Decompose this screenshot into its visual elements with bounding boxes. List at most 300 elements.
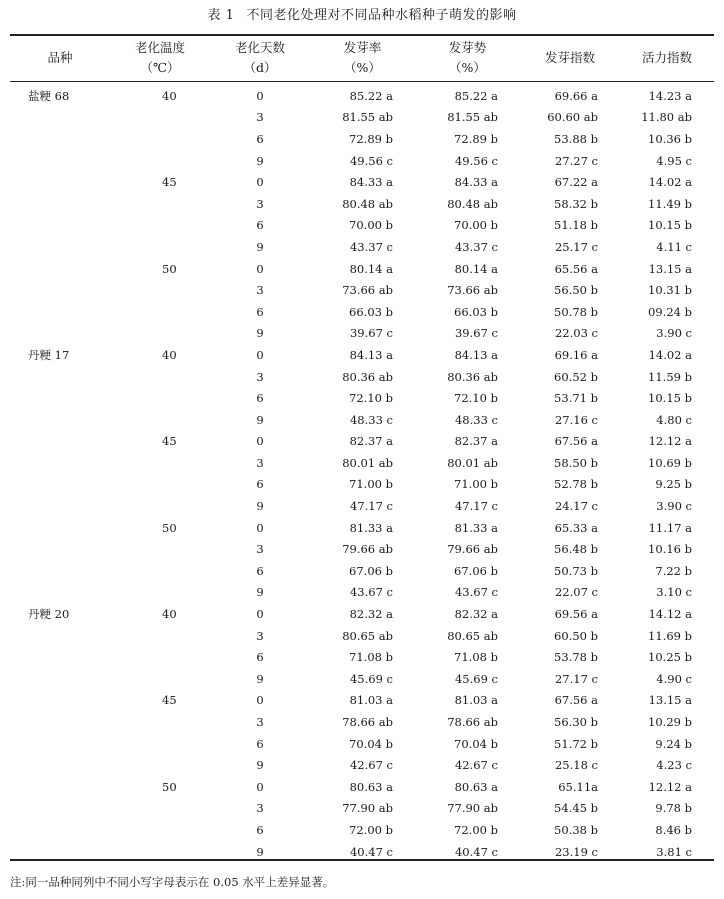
table-row bbox=[10, 495, 714, 517]
cell-aging-days: 6 bbox=[256, 131, 264, 146]
cell-variety bbox=[10, 409, 110, 431]
cell-germination-index: 50.38 b bbox=[554, 822, 598, 837]
cell-variety bbox=[10, 452, 110, 474]
cell-variety bbox=[10, 258, 110, 280]
table-row bbox=[10, 258, 714, 280]
cell-germination-rate: 81.33 a bbox=[349, 520, 393, 535]
cell-germination-index: 58.50 b bbox=[554, 455, 598, 470]
cell-vigor-index: 11.49 b bbox=[648, 196, 692, 211]
table-row bbox=[10, 236, 714, 258]
cell-variety bbox=[10, 733, 110, 755]
cell-variety bbox=[10, 495, 110, 517]
data-table bbox=[10, 35, 714, 862]
cell-vigor-index: 4.95 c bbox=[656, 153, 692, 168]
cell-germination-energy: 43.37 c bbox=[454, 239, 498, 254]
cell-vigor-index: 8.46 b bbox=[655, 822, 692, 837]
cell-germination-index: 24.17 c bbox=[554, 499, 598, 514]
cell-germination-rate: 43.37 c bbox=[349, 239, 393, 254]
cell-germination-index: 53.88 b bbox=[554, 131, 598, 146]
cell-germination-rate: 85.22 a bbox=[349, 88, 393, 103]
cell-vigor-index: 4.23 c bbox=[656, 758, 692, 773]
cell-germination-index: 69.16 a bbox=[554, 347, 598, 362]
cell-aging-temp bbox=[110, 668, 210, 690]
cell-germination-index: 51.72 b bbox=[554, 736, 598, 751]
cell-aging-temp: 50 bbox=[162, 520, 177, 535]
cell-germination-rate: 71.00 b bbox=[349, 477, 393, 492]
cell-germination-energy: 70.00 b bbox=[454, 218, 498, 233]
cell-aging-days: 6 bbox=[256, 563, 264, 578]
cell-vigor-index: 13.15 a bbox=[648, 693, 692, 708]
col-header-germination-rate: 发芽率 （%） bbox=[343, 40, 382, 75]
cell-aging-temp: 50 bbox=[162, 779, 177, 794]
cell-vigor-index: 14.23 a bbox=[648, 88, 692, 103]
cell-germination-energy: 73.66 ab bbox=[447, 283, 498, 298]
cell-vigor-index: 3.90 c bbox=[656, 499, 692, 514]
cell-aging-temp bbox=[110, 560, 210, 582]
cell-variety bbox=[10, 323, 110, 345]
table-caption bbox=[0, 4, 724, 23]
cell-germination-index: 65.56 a bbox=[554, 261, 598, 276]
cell-germination-index: 67.22 a bbox=[554, 175, 598, 190]
cell-germination-rate: 49.56 c bbox=[349, 153, 393, 168]
cell-aging-temp bbox=[110, 582, 210, 604]
table-header bbox=[10, 35, 714, 81]
table-row bbox=[10, 776, 714, 798]
table-row bbox=[10, 387, 714, 409]
table-row bbox=[10, 690, 714, 712]
cell-variety bbox=[10, 387, 110, 409]
cell-vigor-index: 10.15 b bbox=[648, 218, 692, 233]
cell-germination-rate: 73.66 ab bbox=[342, 283, 393, 298]
cell-germination-energy: 72.00 b bbox=[454, 822, 498, 837]
col-header-variety: 品种 bbox=[47, 50, 73, 65]
cell-aging-temp bbox=[110, 474, 210, 496]
cell-aging-temp: 45 bbox=[162, 175, 177, 190]
cell-aging-temp: 40 bbox=[162, 347, 177, 362]
cell-aging-days: 0 bbox=[256, 693, 264, 708]
cell-vigor-index: 14.02 a bbox=[648, 347, 692, 362]
cell-germination-rate: 39.67 c bbox=[349, 326, 393, 341]
cell-vigor-index: 13.15 a bbox=[648, 261, 692, 276]
cell-germination-index: 65.33 a bbox=[554, 520, 598, 535]
cell-variety: 丹粳 17 bbox=[28, 347, 70, 362]
cell-germination-energy: 40.47 c bbox=[454, 844, 498, 859]
table-row bbox=[10, 733, 714, 755]
cell-aging-temp bbox=[110, 236, 210, 258]
cell-germination-rate: 45.69 c bbox=[349, 671, 393, 686]
cell-aging-days: 0 bbox=[256, 261, 264, 276]
cell-variety bbox=[10, 776, 110, 798]
table-row bbox=[10, 754, 714, 776]
table-row bbox=[10, 625, 714, 647]
cell-vigor-index: 09.24 b bbox=[648, 304, 692, 319]
cell-aging-days: 0 bbox=[256, 779, 264, 794]
cell-aging-temp bbox=[110, 538, 210, 560]
table-row bbox=[10, 344, 714, 366]
cell-vigor-index: 12.12 a bbox=[648, 434, 692, 449]
cell-germination-energy: 81.33 a bbox=[454, 520, 498, 535]
cell-germination-index: 27.17 c bbox=[554, 671, 598, 686]
cell-germination-rate: 80.48 ab bbox=[342, 196, 393, 211]
cell-germination-rate: 48.33 c bbox=[349, 412, 393, 427]
table-body bbox=[10, 81, 714, 862]
cell-aging-days: 3 bbox=[256, 283, 264, 298]
cell-germination-energy: 48.33 c bbox=[454, 412, 498, 427]
table-title: 不同老化处理对不同品种水稻种子萌发的影响 bbox=[246, 8, 517, 23]
col-header-germination-index: 发芽指数 bbox=[544, 50, 595, 65]
cell-vigor-index: 10.15 b bbox=[648, 391, 692, 406]
cell-germination-rate: 78.66 ab bbox=[342, 715, 393, 730]
cell-aging-temp bbox=[110, 107, 210, 129]
cell-germination-energy: 72.10 b bbox=[454, 391, 498, 406]
cell-germination-energy: 79.66 ab bbox=[447, 542, 498, 557]
cell-aging-days: 9 bbox=[256, 844, 264, 859]
table-row bbox=[10, 193, 714, 215]
cell-aging-temp bbox=[110, 646, 210, 668]
cell-germination-index: 69.66 a bbox=[554, 88, 598, 103]
cell-aging-days: 9 bbox=[256, 239, 264, 254]
cell-aging-days: 9 bbox=[256, 499, 264, 514]
table-row bbox=[10, 560, 714, 582]
cell-aging-temp bbox=[110, 150, 210, 172]
cell-vigor-index: 4.90 c bbox=[656, 671, 692, 686]
cell-vigor-index: 9.25 b bbox=[655, 477, 692, 492]
table-number: 表 1 bbox=[207, 8, 235, 23]
col-header-aging-temp: 老化温度 （℃） bbox=[134, 40, 185, 75]
cell-variety bbox=[10, 171, 110, 193]
table-row bbox=[10, 582, 714, 604]
table-row bbox=[10, 150, 714, 172]
cell-germination-energy: 80.48 ab bbox=[447, 196, 498, 211]
cell-aging-days: 0 bbox=[256, 607, 264, 622]
cell-germination-energy: 71.08 b bbox=[454, 650, 498, 665]
cell-aging-days: 9 bbox=[256, 671, 264, 686]
cell-variety bbox=[10, 128, 110, 150]
cell-aging-temp bbox=[110, 452, 210, 474]
cell-aging-days: 0 bbox=[256, 347, 264, 362]
cell-aging-days: 3 bbox=[256, 196, 264, 211]
cell-aging-days: 3 bbox=[256, 715, 264, 730]
cell-vigor-index: 14.02 a bbox=[648, 175, 692, 190]
cell-vigor-index: 3.10 c bbox=[656, 585, 692, 600]
cell-germination-index: 67.56 a bbox=[554, 693, 598, 708]
cell-vigor-index: 7.22 b bbox=[655, 563, 692, 578]
cell-aging-temp bbox=[110, 841, 210, 863]
cell-aging-days: 6 bbox=[256, 650, 264, 665]
header-row bbox=[10, 35, 714, 81]
cell-germination-energy: 80.36 ab bbox=[447, 369, 498, 384]
cell-aging-temp bbox=[110, 495, 210, 517]
cell-germination-index: 50.78 b bbox=[554, 304, 598, 319]
cell-germination-energy: 81.03 a bbox=[454, 693, 498, 708]
cell-aging-temp bbox=[110, 128, 210, 150]
cell-vigor-index: 9.24 b bbox=[655, 736, 692, 751]
cell-germination-index: 23.19 c bbox=[554, 844, 598, 859]
cell-germination-index: 22.03 c bbox=[554, 326, 598, 341]
cell-aging-days: 3 bbox=[256, 369, 264, 384]
col-header-aging-days: 老化天数 （d） bbox=[234, 40, 285, 75]
cell-germination-index: 53.71 b bbox=[554, 391, 598, 406]
cell-germination-index: 25.17 c bbox=[554, 239, 598, 254]
cell-germination-rate: 84.13 a bbox=[349, 347, 393, 362]
cell-aging-temp: 40 bbox=[162, 607, 177, 622]
table-row bbox=[10, 474, 714, 496]
cell-vigor-index: 10.29 b bbox=[648, 715, 692, 730]
cell-germination-index: 58.32 b bbox=[554, 196, 598, 211]
cell-variety bbox=[10, 431, 110, 453]
col-header-vigor-index: 活力指数 bbox=[641, 50, 692, 65]
cell-aging-days: 9 bbox=[256, 758, 264, 773]
cell-germination-index: 60.60 ab bbox=[547, 110, 598, 125]
cell-germination-energy: 80.65 ab bbox=[447, 628, 498, 643]
cell-vigor-index: 10.31 b bbox=[648, 283, 692, 298]
cell-variety bbox=[10, 236, 110, 258]
cell-germination-rate: 81.55 ab bbox=[342, 110, 393, 125]
cell-germination-index: 56.48 b bbox=[554, 542, 598, 557]
cell-germination-index: 56.50 b bbox=[554, 283, 598, 298]
cell-variety bbox=[10, 193, 110, 215]
cell-germination-energy: 70.04 b bbox=[454, 736, 498, 751]
table-row bbox=[10, 711, 714, 733]
cell-germination-energy: 77.90 ab bbox=[447, 801, 498, 816]
cell-aging-temp bbox=[110, 711, 210, 733]
cell-aging-days: 6 bbox=[256, 736, 264, 751]
cell-germination-energy: 78.66 ab bbox=[447, 715, 498, 730]
cell-variety bbox=[10, 150, 110, 172]
cell-germination-rate: 43.67 c bbox=[349, 585, 393, 600]
cell-germination-rate: 82.32 a bbox=[349, 607, 393, 622]
cell-germination-energy: 84.13 a bbox=[454, 347, 498, 362]
cell-vigor-index: 10.36 b bbox=[648, 131, 692, 146]
cell-aging-days: 6 bbox=[256, 391, 264, 406]
cell-germination-energy: 47.17 c bbox=[454, 499, 498, 514]
cell-vigor-index: 3.81 c bbox=[656, 844, 692, 859]
table-row bbox=[10, 107, 714, 129]
cell-variety bbox=[10, 819, 110, 841]
cell-variety bbox=[10, 107, 110, 129]
cell-aging-days: 6 bbox=[256, 822, 264, 837]
cell-variety: 丹粳 20 bbox=[28, 607, 70, 622]
cell-germination-index: 51.18 b bbox=[554, 218, 598, 233]
cell-germination-rate: 80.14 a bbox=[349, 261, 393, 276]
cell-aging-days: 0 bbox=[256, 88, 264, 103]
cell-aging-temp bbox=[110, 409, 210, 431]
cell-germination-energy: 85.22 a bbox=[454, 88, 498, 103]
cell-variety bbox=[10, 517, 110, 539]
cell-variety bbox=[10, 366, 110, 388]
cell-germination-energy: 49.56 c bbox=[454, 153, 498, 168]
cell-germination-rate: 42.67 c bbox=[349, 758, 393, 773]
cell-variety bbox=[10, 582, 110, 604]
cell-vigor-index: 14.12 a bbox=[648, 607, 692, 622]
cell-germination-energy: 82.37 a bbox=[454, 434, 498, 449]
cell-germination-rate: 80.63 a bbox=[349, 779, 393, 794]
cell-aging-days: 3 bbox=[256, 455, 264, 470]
table-row bbox=[10, 171, 714, 193]
cell-variety bbox=[10, 301, 110, 323]
cell-aging-temp bbox=[110, 625, 210, 647]
cell-germination-rate: 47.17 c bbox=[349, 499, 393, 514]
cell-germination-energy: 80.14 a bbox=[454, 261, 498, 276]
cell-germination-rate: 81.03 a bbox=[349, 693, 393, 708]
cell-aging-temp bbox=[110, 387, 210, 409]
cell-germination-index: 25.18 c bbox=[554, 758, 598, 773]
cell-aging-temp: 45 bbox=[162, 693, 177, 708]
table-row bbox=[10, 85, 714, 107]
cell-aging-temp bbox=[110, 754, 210, 776]
cell-variety bbox=[10, 279, 110, 301]
cell-variety bbox=[10, 711, 110, 733]
cell-germination-index: 54.45 b bbox=[554, 801, 598, 816]
cell-germination-rate: 79.66 ab bbox=[342, 542, 393, 557]
cell-vigor-index: 10.25 b bbox=[648, 650, 692, 665]
cell-germination-rate: 82.37 a bbox=[349, 434, 393, 449]
cell-aging-days: 6 bbox=[256, 304, 264, 319]
cell-germination-energy: 81.55 ab bbox=[447, 110, 498, 125]
table-row bbox=[10, 279, 714, 301]
cell-vigor-index: 11.17 a bbox=[648, 520, 692, 535]
cell-germination-rate: 80.01 ab bbox=[342, 455, 393, 470]
table-row bbox=[10, 603, 714, 625]
cell-aging-days: 3 bbox=[256, 628, 264, 643]
cell-aging-temp: 50 bbox=[162, 261, 177, 276]
cell-vigor-index: 9.78 b bbox=[655, 801, 692, 816]
table-row bbox=[10, 668, 714, 690]
cell-aging-temp bbox=[110, 733, 210, 755]
cell-germination-index: 27.27 c bbox=[554, 153, 598, 168]
cell-aging-temp bbox=[110, 215, 210, 237]
cell-germination-energy: 43.67 c bbox=[454, 585, 498, 600]
cell-aging-days: 0 bbox=[256, 520, 264, 535]
cell-germination-energy: 42.67 c bbox=[454, 758, 498, 773]
cell-germination-energy: 45.69 c bbox=[454, 671, 498, 686]
cell-variety bbox=[10, 646, 110, 668]
cell-variety: 盐粳 68 bbox=[28, 88, 70, 103]
cell-aging-days: 9 bbox=[256, 326, 264, 341]
cell-germination-energy: 71.00 b bbox=[454, 477, 498, 492]
cell-variety bbox=[10, 215, 110, 237]
cell-aging-days: 6 bbox=[256, 477, 264, 492]
cell-germination-energy: 66.03 b bbox=[454, 304, 498, 319]
cell-aging-temp: 45 bbox=[162, 434, 177, 449]
cell-aging-temp bbox=[110, 798, 210, 820]
cell-germination-rate: 71.08 b bbox=[349, 650, 393, 665]
cell-vigor-index: 10.69 b bbox=[648, 455, 692, 470]
cell-germination-rate: 70.00 b bbox=[349, 218, 393, 233]
cell-aging-days: 0 bbox=[256, 175, 264, 190]
table-row bbox=[10, 128, 714, 150]
cell-variety bbox=[10, 474, 110, 496]
cell-germination-index: 60.52 b bbox=[554, 369, 598, 384]
cell-germination-energy: 39.67 c bbox=[454, 326, 498, 341]
table-row bbox=[10, 819, 714, 841]
cell-aging-temp bbox=[110, 301, 210, 323]
cell-variety bbox=[10, 668, 110, 690]
table-row bbox=[10, 841, 714, 863]
cell-variety bbox=[10, 538, 110, 560]
table-footnote: 注:同一品种同列中不同小写字母表示在 0.05 水平上差异显著。 bbox=[10, 875, 335, 889]
cell-aging-temp bbox=[110, 279, 210, 301]
cell-germination-rate: 80.36 ab bbox=[342, 369, 393, 384]
cell-vigor-index: 10.16 b bbox=[648, 542, 692, 557]
table-row bbox=[10, 409, 714, 431]
table-row bbox=[10, 452, 714, 474]
table-row bbox=[10, 301, 714, 323]
table-row bbox=[10, 323, 714, 345]
cell-germination-rate: 72.00 b bbox=[349, 822, 393, 837]
cell-germination-energy: 82.32 a bbox=[454, 607, 498, 622]
cell-germination-index: 53.78 b bbox=[554, 650, 598, 665]
cell-aging-days: 3 bbox=[256, 542, 264, 557]
cell-germination-index: 65.11a bbox=[558, 779, 598, 794]
cell-aging-temp bbox=[110, 193, 210, 215]
cell-vigor-index: 12.12 a bbox=[648, 779, 692, 794]
cell-germination-index: 60.50 b bbox=[554, 628, 598, 643]
cell-germination-index: 52.78 b bbox=[554, 477, 598, 492]
cell-germination-energy: 80.01 ab bbox=[447, 455, 498, 470]
cell-aging-days: 9 bbox=[256, 412, 264, 427]
cell-germination-rate: 84.33 a bbox=[349, 175, 393, 190]
col-header-germination-energy: 发芽势 （%） bbox=[448, 40, 487, 75]
cell-variety bbox=[10, 798, 110, 820]
cell-variety bbox=[10, 841, 110, 863]
cell-variety bbox=[10, 754, 110, 776]
table-row bbox=[10, 431, 714, 453]
cell-variety bbox=[10, 690, 110, 712]
cell-aging-temp bbox=[110, 323, 210, 345]
cell-germination-rate: 77.90 ab bbox=[342, 801, 393, 816]
cell-aging-temp bbox=[110, 366, 210, 388]
cell-germination-rate: 80.65 ab bbox=[342, 628, 393, 643]
cell-aging-temp: 40 bbox=[162, 88, 177, 103]
cell-aging-days: 3 bbox=[256, 801, 264, 816]
cell-aging-days: 9 bbox=[256, 585, 264, 600]
cell-germination-index: 22.07 c bbox=[554, 585, 598, 600]
cell-vigor-index: 11.80 ab bbox=[641, 110, 692, 125]
cell-germination-energy: 72.89 b bbox=[454, 131, 498, 146]
cell-germination-index: 27.16 c bbox=[554, 412, 598, 427]
cell-germination-rate: 40.47 c bbox=[349, 844, 393, 859]
table-row bbox=[10, 366, 714, 388]
cell-vigor-index: 4.11 c bbox=[656, 239, 692, 254]
cell-germination-index: 69.56 a bbox=[554, 607, 598, 622]
cell-variety bbox=[10, 560, 110, 582]
table-row bbox=[10, 538, 714, 560]
table-row bbox=[10, 517, 714, 539]
cell-germination-index: 67.56 a bbox=[554, 434, 598, 449]
cell-germination-energy: 80.63 a bbox=[454, 779, 498, 794]
cell-vigor-index: 3.90 c bbox=[656, 326, 692, 341]
cell-germination-index: 50.73 b bbox=[554, 563, 598, 578]
cell-germination-energy: 67.06 b bbox=[454, 563, 498, 578]
cell-vigor-index: 4.80 c bbox=[656, 412, 692, 427]
cell-germination-index: 56.30 b bbox=[554, 715, 598, 730]
cell-germination-rate: 70.04 b bbox=[349, 736, 393, 751]
table-row bbox=[10, 798, 714, 820]
cell-aging-days: 0 bbox=[256, 434, 264, 449]
cell-germination-rate: 72.89 b bbox=[349, 131, 393, 146]
table-row bbox=[10, 215, 714, 237]
cell-germination-rate: 67.06 b bbox=[349, 563, 393, 578]
cell-germination-rate: 66.03 b bbox=[349, 304, 393, 319]
cell-aging-days: 9 bbox=[256, 153, 264, 168]
cell-aging-temp bbox=[110, 819, 210, 841]
cell-germination-rate: 72.10 b bbox=[349, 391, 393, 406]
cell-vigor-index: 11.69 b bbox=[648, 628, 692, 643]
cell-germination-energy: 84.33 a bbox=[454, 175, 498, 190]
cell-variety bbox=[10, 625, 110, 647]
table-row bbox=[10, 646, 714, 668]
